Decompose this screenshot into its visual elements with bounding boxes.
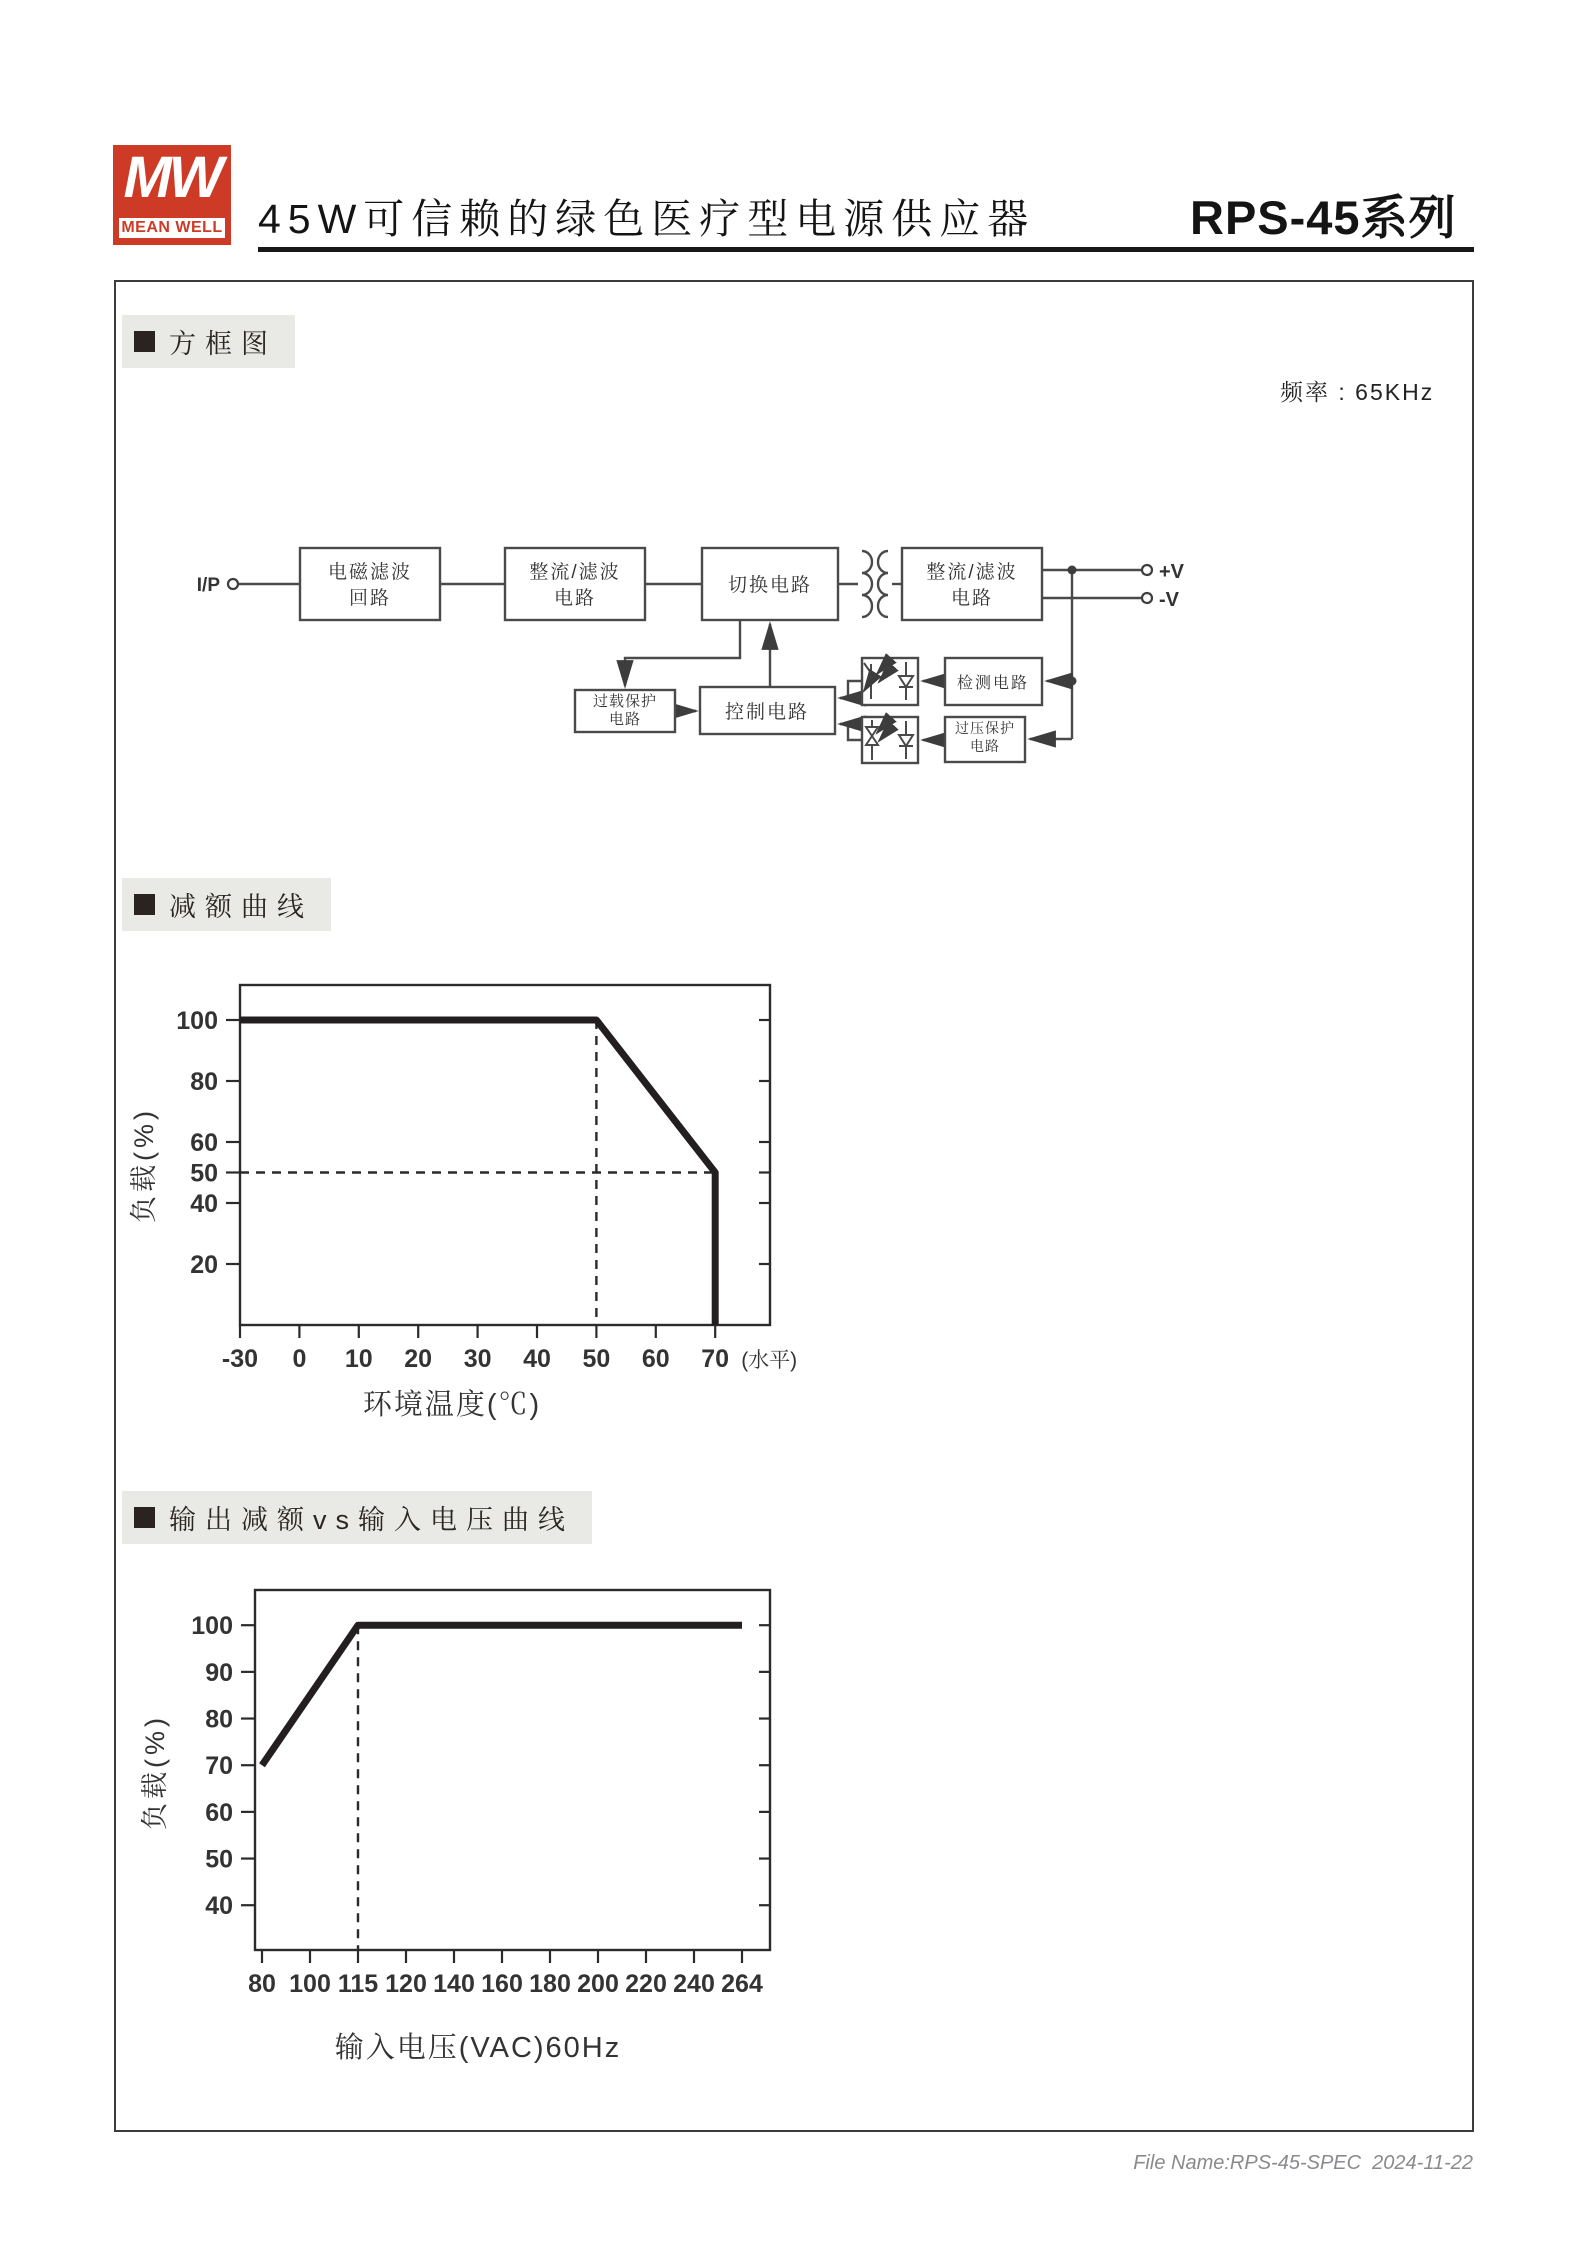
y-tick-label: 80 [205, 1705, 233, 1734]
block-rectifier2-label: 电路 [950, 588, 994, 609]
input-terminal-icon [228, 579, 238, 589]
x-tick-label: 40 [523, 1345, 551, 1373]
x-tick-label: 60 [641, 1345, 670, 1373]
derating-chart [120, 955, 830, 1435]
x-tick-label: 70 [701, 1345, 730, 1373]
block-ovp-label: 电路 [970, 738, 1000, 754]
mw-logo-icon: MW [123, 145, 221, 210]
block-detection-label: 检测电路 [956, 675, 1030, 692]
y-tick-label: 20 [190, 1251, 218, 1279]
y-axis-label: 负载(%) [129, 1107, 159, 1223]
y-tick-label: 50 [190, 1159, 218, 1188]
block-diagram [150, 520, 1330, 800]
block-rectifier1-box [505, 548, 645, 620]
y-tick-label: 60 [190, 1129, 218, 1157]
x-tick-label: 30 [463, 1345, 492, 1373]
x-axis-suffix-label: (水平) [741, 1349, 798, 1372]
x-tick-label: 115 [337, 1970, 379, 1998]
x-tick-label: 240 [673, 1970, 715, 1998]
title-underline [258, 247, 1474, 252]
x-tick-label: 120 [385, 1970, 427, 1998]
x-axis-label: 环境温度(℃) [362, 1389, 542, 1421]
y-tick-label: 50 [205, 1845, 233, 1874]
x-tick-label: 0 [292, 1345, 307, 1373]
section-bullet-icon [134, 894, 155, 915]
block-switching-label: 切换电路 [727, 575, 813, 596]
x-tick-label: 180 [529, 1970, 571, 1998]
page-title: 45W可信赖的绿色医疗型电源供应器 [258, 196, 1036, 242]
series-line [262, 1625, 742, 1765]
y-tick-label: 40 [190, 1190, 218, 1218]
x-tick-label: 80 [248, 1970, 276, 1998]
x-tick-label: 140 [433, 1970, 475, 1998]
y-tick-label: 100 [191, 1612, 233, 1641]
block-emi-filter-box [300, 548, 440, 620]
section-heading-label: 方框图 [169, 329, 277, 359]
x-tick-label: 160 [481, 1970, 523, 1998]
output-derating-chart [120, 1560, 830, 2100]
block-overload-label: 电路 [608, 711, 642, 728]
block-overload-label: 过载保护 [592, 693, 658, 710]
x-tick-label: -30 [221, 1345, 259, 1373]
section-bullet-icon [134, 1507, 155, 1528]
y-tick-label: 90 [205, 1658, 233, 1687]
x-tick-label: 50 [582, 1345, 611, 1373]
block-rectifier2-label: 整流/滤波 [926, 562, 1018, 583]
vminus-label: -V [1159, 589, 1179, 611]
logo-brand-text: MEAN WELL [119, 218, 225, 238]
y-tick-label: 100 [176, 1007, 218, 1035]
x-axis-label: 输入电压(VAC)60Hz [334, 2032, 622, 2064]
section-heading-block-diagram [122, 315, 295, 368]
y-tick-label: 70 [205, 1752, 233, 1781]
junction-dot [1068, 566, 1077, 575]
x-tick-label: 20 [404, 1345, 433, 1373]
plot-frame [240, 985, 770, 1325]
block-ovp-label: 过压保护 [955, 720, 1015, 736]
section-heading-output-derating [122, 1491, 592, 1544]
block-emi-label: 回路 [348, 588, 392, 609]
block-control-label: 控制电路 [724, 702, 810, 723]
y-tick-label: 40 [205, 1892, 233, 1921]
input-label: I/P [196, 575, 220, 596]
x-tick-label: 100 [289, 1970, 331, 1998]
vplus-label: +V [1159, 561, 1185, 583]
transformer-coil-icon [862, 551, 888, 617]
section-bullet-icon [134, 331, 155, 352]
x-tick-label: 10 [344, 1345, 373, 1373]
section-heading-derating [122, 878, 331, 931]
section-heading-label: 减额曲线 [169, 892, 313, 922]
vplus-terminal-icon [1142, 565, 1152, 575]
plot-frame [255, 1590, 770, 1950]
x-tick-label: 220 [625, 1970, 667, 1998]
series-title: RPS-45系列 [1190, 191, 1457, 244]
block-rectifier2-box [902, 548, 1042, 620]
vminus-terminal-icon [1142, 593, 1152, 603]
y-axis-label: 负载(%) [140, 1714, 170, 1830]
block-rectifier1-label: 整流/滤波 [529, 562, 621, 583]
file-info: File Name:RPS-45-SPEC 2024-11-22 [1133, 2152, 1473, 2174]
junction-dot [1068, 677, 1077, 686]
section-heading-label: 输出减额vs输入电压曲线 [169, 1505, 574, 1535]
x-tick-label: 200 [577, 1970, 619, 1998]
y-tick-label: 60 [205, 1798, 233, 1827]
frequency-note: 频率 : 65KHz [1280, 379, 1435, 405]
meanwell-logo [113, 145, 231, 245]
x-tick-label: 264 [721, 1970, 763, 1998]
block-rectifier1-label: 电路 [553, 588, 597, 609]
block-emi-label: 电磁滤波 [327, 562, 413, 583]
y-tick-label: 80 [190, 1068, 218, 1096]
